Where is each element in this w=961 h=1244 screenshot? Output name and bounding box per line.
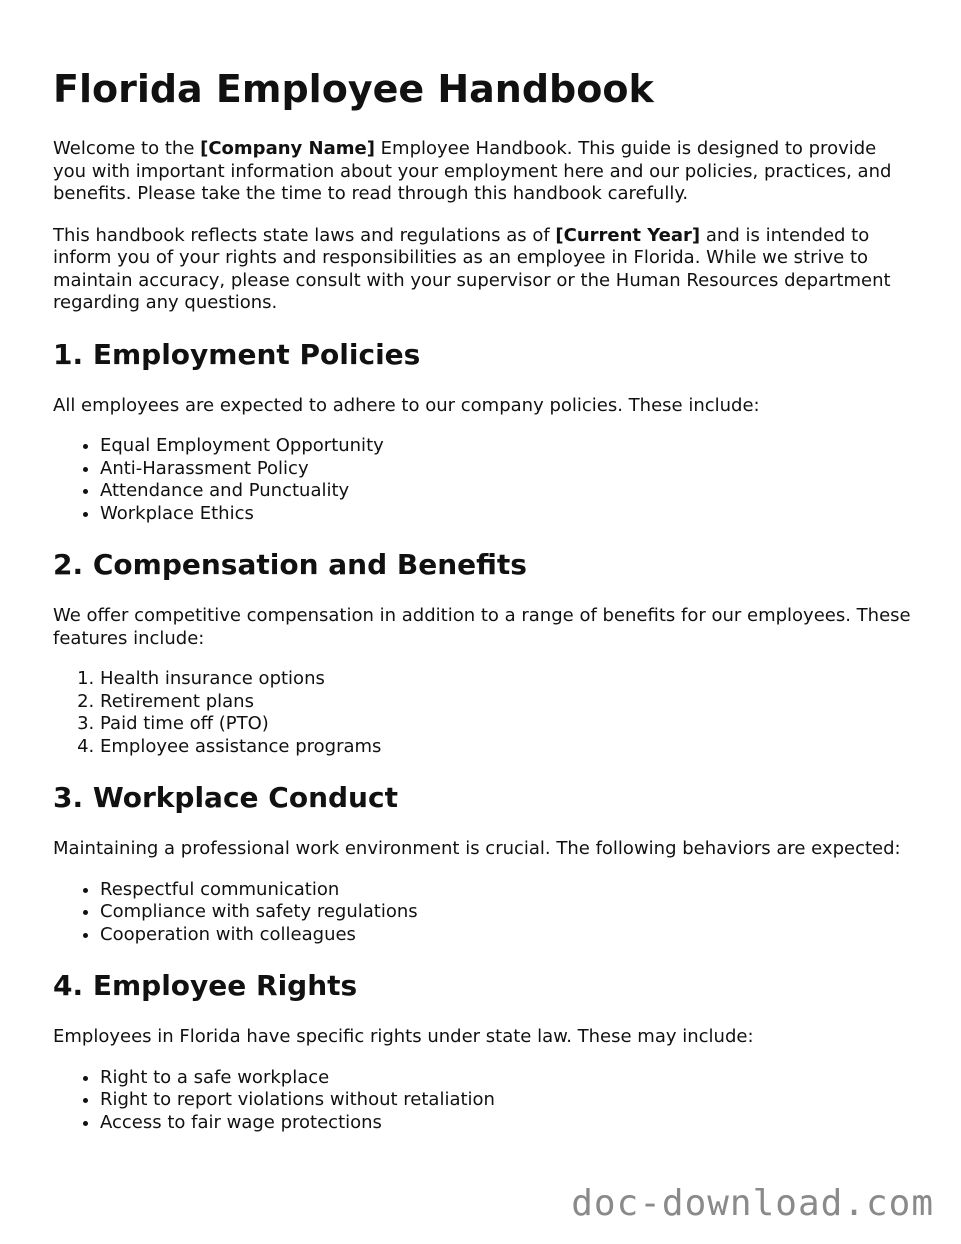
document-page xyxy=(53,66,913,1134)
intro-paragraph-1 xyxy=(53,138,913,206)
compensation-benefits-list xyxy=(53,668,913,758)
list-item: • Attendance and Punctuality xyxy=(100,480,913,503)
section-heading-workplace-conduct: 3. Workplace Conduct xyxy=(53,781,398,814)
list-item: • Compliance with safety regulations xyxy=(100,901,913,924)
intro-1-text-before: Welcome to the xyxy=(53,138,201,159)
intro-1-text-after: Employee Handbook. This guide is designed to provide you with important information about your employment here and our policies, practices, and benefits. Please take the time to read through this handbook carefully. xyxy=(53,138,892,204)
document-title: Florida Employee Handbook xyxy=(53,67,654,111)
list-item: • Right to a safe workplace xyxy=(100,1067,913,1090)
list-item: 1. Health insurance options xyxy=(100,668,913,691)
list-item: 2. Retirement plans xyxy=(100,691,913,714)
intro-paragraph-2 xyxy=(53,225,913,315)
section-text-employment-policies: All employees are expected to adhere to our company policies. These include: xyxy=(53,394,760,416)
list-item: • Equal Employment Opportunity xyxy=(100,435,913,458)
section-text-compensation-benefits: We offer competitive compensation in addition to a range of benefits for our employees. These features include: xyxy=(53,605,911,649)
intro-2-text-after: and is intended to inform you of your rights and responsibilities as an employee in Florida. While we strive to maintain accuracy, please consult with your supervisor or the Human Resources department regarding any questions. xyxy=(53,224,891,313)
section-heading-compensation-benefits: 2. Compensation and Benefits xyxy=(53,548,527,581)
list-item: 3. Paid time off (PTO) xyxy=(100,713,913,736)
list-item: 4. Employee assistance programs xyxy=(100,736,913,759)
company-name-placeholder: [Company Name] xyxy=(200,138,375,159)
workplace-conduct-list xyxy=(53,879,913,947)
intro-2-text-before: This handbook reflects state laws and regulations as of xyxy=(53,224,556,246)
section-text-workplace-conduct: Maintaining a professional work environment is crucial. The following behaviors are expected: xyxy=(53,838,901,859)
list-item: • Right to report violations without retaliation xyxy=(100,1089,913,1112)
section-heading-employee-rights: 4. Employee Rights xyxy=(53,969,358,1002)
list-item: • Respectful communication xyxy=(100,879,913,902)
list-item: • Workplace Ethics xyxy=(100,503,913,526)
watermark: doc-download.com xyxy=(571,1183,934,1224)
list-item: • Anti-Harassment Policy xyxy=(100,458,913,481)
current-year-placeholder: [Current Year] xyxy=(555,224,701,246)
list-item: • Access to fair wage protections xyxy=(100,1112,913,1135)
employee-rights-list xyxy=(53,1067,913,1135)
list-item: • Cooperation with colleagues xyxy=(100,924,913,947)
section-text-employee-rights: Employees in Florida have specific rights under state law. These may include: xyxy=(53,1026,754,1047)
employment-policies-list xyxy=(53,435,913,525)
section-heading-employment-policies: 1. Employment Policies xyxy=(53,337,421,371)
